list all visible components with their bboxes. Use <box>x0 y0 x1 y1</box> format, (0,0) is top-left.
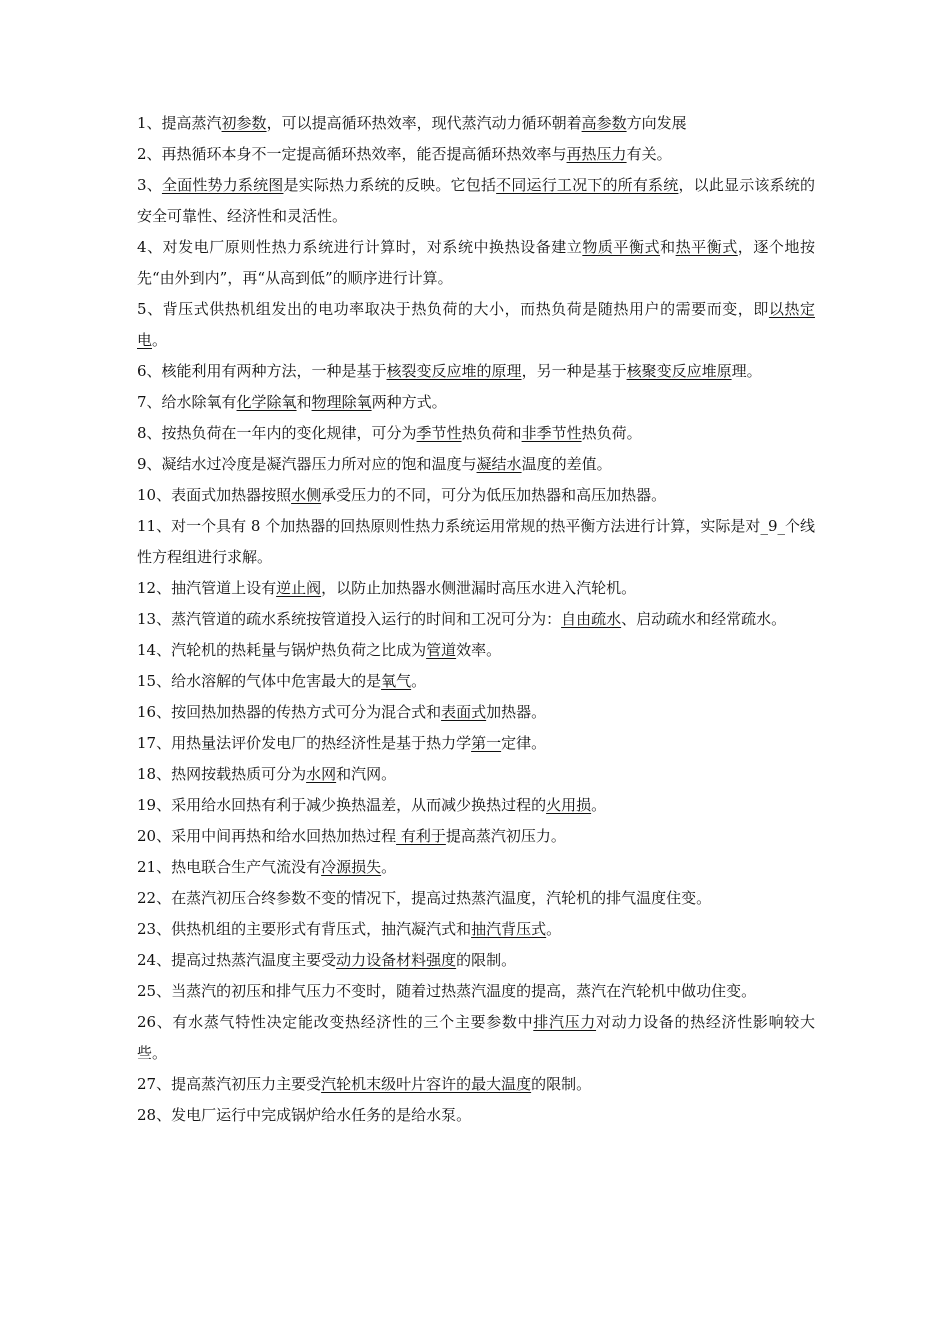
answer-blank: 以热定电 <box>137 300 815 349</box>
question-item <box>137 573 815 604</box>
question-text: 、启动疏水和经常疏水。 <box>621 610 787 628</box>
question-text: 20、采用中间再热和给水回热加热过程 <box>137 827 397 845</box>
answer-blank: 再热压力 <box>566 145 627 163</box>
question-item <box>137 821 815 852</box>
question-item <box>137 759 815 790</box>
answer-blank: 排汽压力 <box>533 1013 597 1031</box>
answer-blank: 化学除氧 <box>236 393 297 411</box>
question-text: 和 <box>660 238 676 256</box>
question-text: 15、给水溶解的气体中危害最大的是 <box>137 672 382 690</box>
question-item <box>137 728 815 759</box>
answer-blank: 全面性势力系统图 <box>161 176 284 194</box>
question-text: 22、在蒸汽初压合终参数不变的情况下，提高过热蒸汽温度，汽轮机的排气温度住变。 <box>137 889 712 907</box>
question-item <box>137 604 815 635</box>
question-text: 有关。 <box>626 145 672 163</box>
question-text: 2、再热循环本身不一定提高循环热效率，能否提高循环热效率与 <box>137 145 567 163</box>
question-text: 4、对发电厂原则性热力系统进行计算时，对系统中换热设备建立 <box>137 238 583 256</box>
answer-blank: 自由疏水 <box>561 610 622 628</box>
question-text: 定律。 <box>501 734 547 752</box>
answer-blank: 抽汽背压式 <box>471 920 547 938</box>
question-text: 。 <box>152 331 168 349</box>
question-text: 效率。 <box>456 641 502 659</box>
question-text: 。 <box>381 858 397 876</box>
question-text: 对动力设备的热经济性影响较大些。 <box>137 1013 815 1062</box>
answer-blank: 火用损 <box>546 796 592 814</box>
answer-blank: 初参数 <box>221 114 267 132</box>
question-item <box>137 418 815 449</box>
answer-blank: 逆止阀 <box>276 579 322 597</box>
answer-blank: 季节性 <box>416 424 462 442</box>
answer-blank: 冷源损失 <box>321 858 382 876</box>
question-text: 加热器。 <box>486 703 547 721</box>
question-text: 6、核能利用有两种方法，一种是基于 <box>137 362 387 380</box>
question-text: 和汽网。 <box>336 765 397 783</box>
question-text: 10、表面式加热器按照 <box>137 486 292 504</box>
question-item <box>137 883 815 914</box>
question-item <box>137 945 815 976</box>
question-text: 和 <box>296 393 312 411</box>
answer-blank: 核裂变反应堆的原理 <box>386 362 522 380</box>
question-text: 理。 <box>731 362 762 380</box>
question-text: 12、抽汽管道上设有 <box>137 579 277 597</box>
question-text: 方向发展 <box>626 114 687 132</box>
question-text: ，逐个地按先“由外到内”，再“从高到低”的顺序进行计算。 <box>137 238 815 287</box>
question-text: ，可以提高循环热效率，现代蒸汽动力循环朝着 <box>266 114 582 132</box>
question-item <box>137 976 815 1007</box>
question-item <box>137 387 815 418</box>
question-text: 的限制。 <box>531 1075 592 1093</box>
question-text: 17、用热量法评价发电厂的热经济性是基于热力学 <box>137 734 472 752</box>
question-item <box>137 790 815 821</box>
question-text: 承受压力的不同，可分为低压加热器和高压加热器。 <box>321 486 667 504</box>
question-text: 。 <box>411 672 427 690</box>
answer-blank: 水网 <box>306 765 337 783</box>
question-text: 9、凝结水过冷度是凝汽器压力所对应的饱和温度与 <box>137 455 477 473</box>
question-text: 27、提高蒸汽初压力主要受 <box>137 1075 322 1093</box>
answer-blank: 热平衡式 <box>675 238 738 256</box>
question-item <box>137 666 815 697</box>
question-text: 18、热网按载热质可分为 <box>137 765 307 783</box>
question-item <box>137 108 815 139</box>
answer-blank: 不同运行工况下的所有系统 <box>496 176 679 194</box>
answer-blank: 物理除氧 <box>311 393 372 411</box>
answer-blank: 管道 <box>426 641 457 659</box>
question-text: 。 <box>591 796 607 814</box>
answer-blank: 表面式 <box>441 703 487 721</box>
question-text: 13、蒸汽管道的疏水系统按管道投入运行的时间和工况可分为： <box>137 610 562 628</box>
question-text: 19、采用给水回热有利于减少换热温差，从而减少换热过程的 <box>137 796 547 814</box>
question-item <box>137 635 815 666</box>
answer-blank: 动力设备材料强度 <box>336 951 457 969</box>
question-text: 26、有水蒸气特性决定能改变热经济性的三个主要参数中 <box>137 1013 534 1031</box>
question-text: 温度的差值。 <box>521 455 612 473</box>
question-text: ，以此显示该系统的安全可靠性、经济性和灵活性。 <box>137 176 815 225</box>
question-text: 5、背压式供热机组发出的电功率取决于热负荷的大小，而热负荷是随热用户的需要而变，即 <box>137 300 769 318</box>
question-text: 14、汽轮机的热耗量与锅炉热负荷之比成为 <box>137 641 427 659</box>
answer-blank: 凝结水 <box>476 455 522 473</box>
answer-blank: 核聚变反应堆原 <box>626 362 732 380</box>
question-text: 3、 <box>137 176 162 194</box>
question-item <box>137 449 815 480</box>
question-text: 的限制。 <box>456 951 517 969</box>
question-text: 1、提高蒸汽 <box>137 114 222 132</box>
answer-blank: 非季节性 <box>521 424 582 442</box>
question-text: 。 <box>546 920 562 938</box>
question-item <box>137 170 815 232</box>
question-item <box>137 914 815 945</box>
question-item <box>137 852 815 883</box>
question-text: ，另一种是基于 <box>521 362 627 380</box>
question-item <box>137 1007 815 1069</box>
question-text: 16、按回热加热器的传热方式可分为混合式和 <box>137 703 442 721</box>
question-item <box>137 232 815 294</box>
question-text: 是实际热力系统的反映。它包括 <box>283 176 497 194</box>
answer-blank: 有利于 <box>396 827 446 845</box>
question-item <box>137 511 815 573</box>
question-text: 25、当蒸汽的初压和排气压力不变时，随着过热蒸汽温度的提高，蒸汽在汽轮机中做功住变。 <box>137 982 757 1000</box>
question-item <box>137 294 815 356</box>
answer-blank: 第一 <box>471 734 502 752</box>
answer-blank: 物质平衡式 <box>582 238 661 256</box>
question-text: 7、给水除氧有 <box>137 393 237 411</box>
question-text: 28、发电厂运行中完成锅炉给水任务的是给水泵。 <box>137 1106 472 1124</box>
question-item <box>137 697 815 728</box>
question-item <box>137 480 815 511</box>
question-text: 21、热电联合生产气流没有 <box>137 858 322 876</box>
question-text: ，以防止加热器水侧泄漏时高压水进入汽轮机。 <box>321 579 637 597</box>
answer-blank: 高参数 <box>581 114 627 132</box>
answer-blank: 汽轮机末级叶片容许的最大温度 <box>321 1075 532 1093</box>
question-list <box>137 108 815 1131</box>
question-text: 热负荷和 <box>461 424 522 442</box>
question-item <box>137 139 815 170</box>
question-text: 两种方式。 <box>371 393 447 411</box>
question-text: 热负荷。 <box>581 424 642 442</box>
answer-blank: 水侧 <box>291 486 322 504</box>
question-text: 提高蒸汽初压力。 <box>445 827 566 845</box>
question-text: 24、提高过热蒸汽温度主要受 <box>137 951 337 969</box>
question-item <box>137 356 815 387</box>
question-text: 8、按热负荷在一年内的变化规律，可分为 <box>137 424 417 442</box>
question-item <box>137 1069 815 1100</box>
question-text: 11、对一个具有 8 个加热器的回热原则性热力系统运用常规的热平衡方法进行计算，实际是对_9_个线性方程组进行求解。 <box>137 517 815 566</box>
question-item <box>137 1100 815 1131</box>
question-text: 23、供热机组的主要形式有背压式，抽汽凝汽式和 <box>137 920 472 938</box>
answer-blank: 氧气 <box>381 672 412 690</box>
